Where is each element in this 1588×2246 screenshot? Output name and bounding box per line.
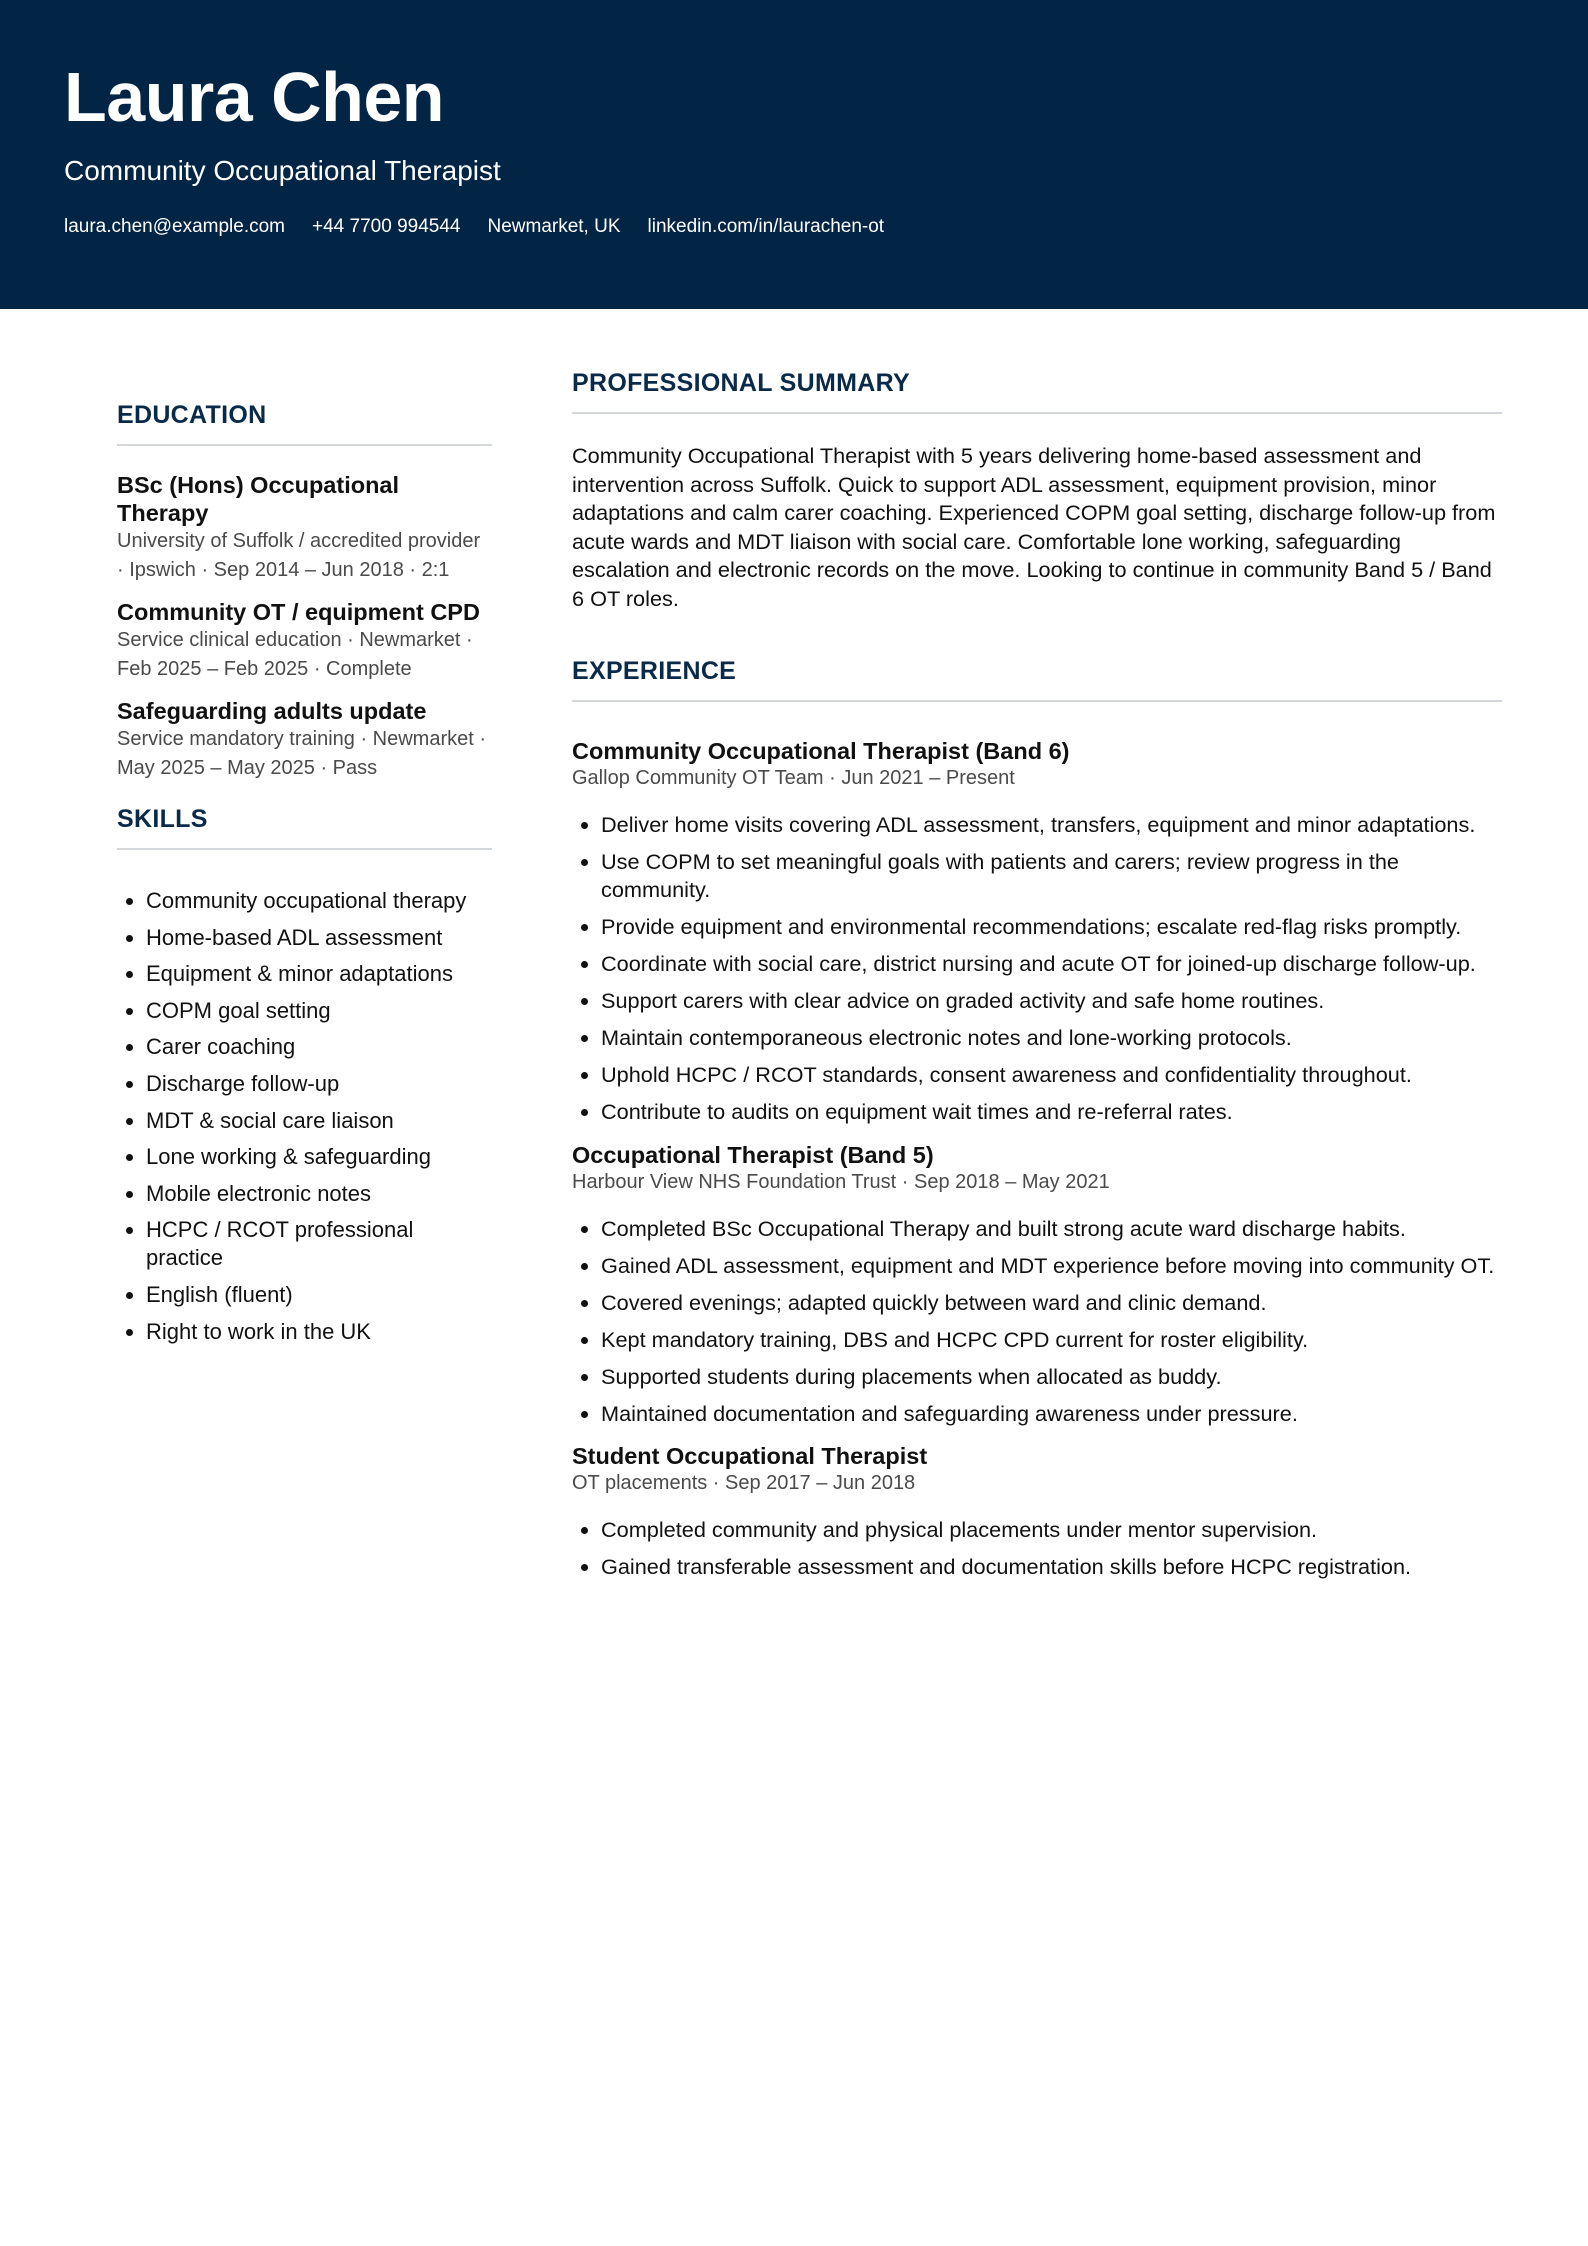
job-bullet: • Maintained documentation and safeguarding awareness under pressure. [601,1400,1502,1429]
job-bullet: • Support carers with clear advice on graded activity and safe home routines. [601,987,1502,1016]
job-meta: Harbour View NHS Foundation Trust · Sep 2018 – May 2021 [572,1170,1110,1193]
job-bullet: • Completed BSc Occupational Therapy and built strong acute ward discharge habits. [601,1215,1502,1244]
contact-email[interactable]: laura.chen@example.com [64,216,286,237]
job-bullets [572,811,1502,1127]
skill-item: • Lone working & safeguarding [146,1143,492,1171]
job-bullet: • Gained transferable assessment and documentation skills before HCPC registration. [601,1553,1502,1582]
skill-item: • HCPC / RCOT professional practice [146,1216,492,1272]
job-bullet: • Completed community and physical placements under mentor supervision. [601,1516,1502,1545]
job-bullets [572,1516,1502,1582]
job-bullet: • Gained ADL assessment, equipment and MDT experience before moving into community OT. [601,1252,1502,1281]
job-bullet: • Deliver home visits covering ADL assessment, transfers, equipment and minor adaptations. [601,811,1502,840]
skill-item: • Mobile electronic notes [146,1180,492,1208]
education-degree: Community OT / equipment CPD [117,599,480,625]
education-item [117,471,492,584]
job-entry [572,1442,1502,1582]
job-bullet: • Coordinate with social care, district nursing and acute OT for joined-up discharge follow-up. [601,950,1502,979]
job-meta: OT placements · Sep 2017 – Jun 2018 [572,1472,916,1495]
job-bullet: • Use COPM to set meaningful goals with patients and carers; review progress in the community. [601,848,1502,905]
job-entry [572,737,1502,1127]
skills-heading: SKILLS [117,804,492,850]
skill-item: • Community occupational therapy [146,887,492,915]
education-list [117,471,492,782]
skill-item: • English (fluent) [146,1281,492,1309]
left-column [117,400,492,1354]
job-title: Occupational Therapist (Band 5) [572,1141,934,1168]
experience-list [572,737,1502,1582]
job-title: Student Occupational Therapist [572,1443,928,1470]
summary-heading: PROFESSIONAL SUMMARY [572,368,1502,414]
skill-item: • COPM goal setting [146,997,492,1025]
summary-text: Community Occupational Therapist with 5 years delivering home-based assessment and intervention across Suffolk. Quick to support ADL assessment, equipment provision, minor adaptations and calm carer coaching. Experienced COPM goal setting, discharge follow-up from acute wards and MDT liaison with social care. Comfortable lone working, safeguarding escalation and electronic records on the move. Looking to continue in community Band 5 / Band 6 OT roles. [572,443,1496,611]
job-bullet: • Supported students during placements when allocated as buddy. [601,1363,1502,1392]
job-bullet: • Contribute to audits on equipment wait times and re-referral rates. [601,1098,1502,1127]
skill-item: • Right to work in the UK [146,1318,492,1346]
job-bullet: • Uphold HCPC / RCOT standards, consent awareness and confidentiality throughout. [601,1061,1502,1090]
contact-row [64,217,884,236]
education-meta: Service clinical education · Newmarket · Feb 2025 – Feb 2025 · Complete [117,629,473,680]
candidate-title: Community Occupational Therapist [64,155,501,186]
resume-header [0,0,1588,309]
skill-item: • MDT & social care liaison [146,1107,492,1135]
contact-location: Newmarket, UK [487,216,621,237]
skill-item: • Carer coaching [146,1033,492,1061]
education-degree: BSc (Hons) Occupational Therapy [117,472,400,526]
job-entry [572,1141,1502,1429]
job-bullet: • Maintain contemporaneous electronic notes and lone-working protocols. [601,1024,1502,1053]
education-meta: University of Suffolk / accredited provider · Ipswich · Sep 2014 – Jun 2018 · 2:1 [117,530,481,581]
contact-linkedin[interactable]: linkedin.com/in/laurachen-ot [647,216,885,237]
skill-item: • Equipment & minor adaptations [146,960,492,988]
education-degree: Safeguarding adults update [117,698,427,724]
job-bullet: • Covered evenings; adapted quickly between ward and clinic demand. [601,1289,1502,1318]
job-bullet: • Kept mandatory training, DBS and HCPC CPD current for roster eligibility. [601,1326,1502,1355]
right-column [572,368,1502,1596]
education-item [117,598,492,683]
skill-item: • Discharge follow-up [146,1070,492,1098]
candidate-name: Laura Chen [64,58,445,136]
job-bullets [572,1215,1502,1429]
experience-heading: EXPERIENCE [572,656,1502,702]
job-bullet: • Provide equipment and environmental recommendations; escalate red-flag risks promptly. [601,913,1502,942]
skills-list [117,887,492,1346]
skill-item: • Home-based ADL assessment [146,924,492,952]
education-meta: Service mandatory training · Newmarket · May 2025 – May 2025 · Pass [117,728,487,779]
job-title: Community Occupational Therapist (Band 6) [572,737,1070,764]
job-meta: Gallop Community OT Team · Jun 2021 – Present [572,766,1015,789]
education-item [117,697,492,782]
education-heading: EDUCATION [117,400,492,446]
contact-phone[interactable]: +44 7700 994544 [312,216,461,237]
